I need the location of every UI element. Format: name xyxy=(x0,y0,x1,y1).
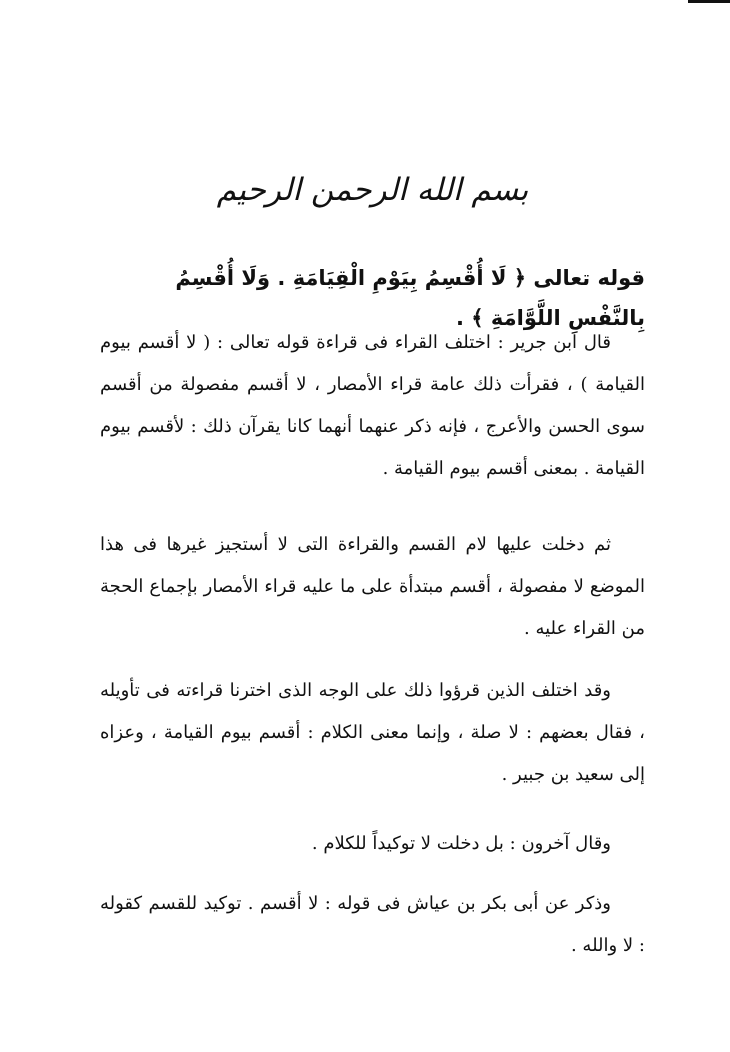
paragraph-others: وقال آخرون : بل دخلت لا توكيداً للكلام . xyxy=(311,833,611,854)
verse-intro: قوله تعالى xyxy=(533,266,645,290)
scan-edge-mark xyxy=(688,0,730,3)
paragraph-abu-bakr: وذكر عن أبى بكر بن عياش فى قوله : لا أقسم . توكيد للقسم كقوله : لا والله . xyxy=(100,893,645,956)
paragraph-ibn-jarir: قال ابن جرير : اختلف القراء فى قراءة قوله تعالى : ( لا أقسم بيوم القيامة ) ، فقرأت ذلك عامة قراء الأمصار ، لا أقسم مفصولة من أقسم سوى الحسن والأعرج ، فإنه ذكر عنهما أنهما كانا يقرآن ذلك : لأقسم بيوم القيامة . بمعنى أقسم بيوم القيامة . xyxy=(100,332,645,479)
verse-text: ﴿ لَا أُقْسِمُ بِيَوْمِ الْقِيَامَةِ . وَلَا أُقْسِمُ بِالنَّفْسِ اللَّوَّامَةِ ﴾ . xyxy=(175,266,645,330)
basmala-heading: بسم الله الرحمن الرحيم xyxy=(216,172,529,208)
document-page xyxy=(100,0,645,1052)
paragraph-lam-qasam: ثم دخلت عليها لام القسم والقراءة التى لا أستجيز غيرها فى هذا الموضع لا مفصولة ، أقسم مبتدأة على ما عليه قراء الأمصار بإجماع الحجة من القراء عليه . xyxy=(100,534,645,639)
paragraph-tawil: وقد اختلف الذين قرؤوا ذلك على الوجه الذى اخترنا قراءته فى تأويله ، فقال بعضهم : لا صلة ، وإنما معنى الكلام : أقسم بيوم القيامة ، وعزاه إلى سعيد بن جبير . xyxy=(100,680,645,785)
